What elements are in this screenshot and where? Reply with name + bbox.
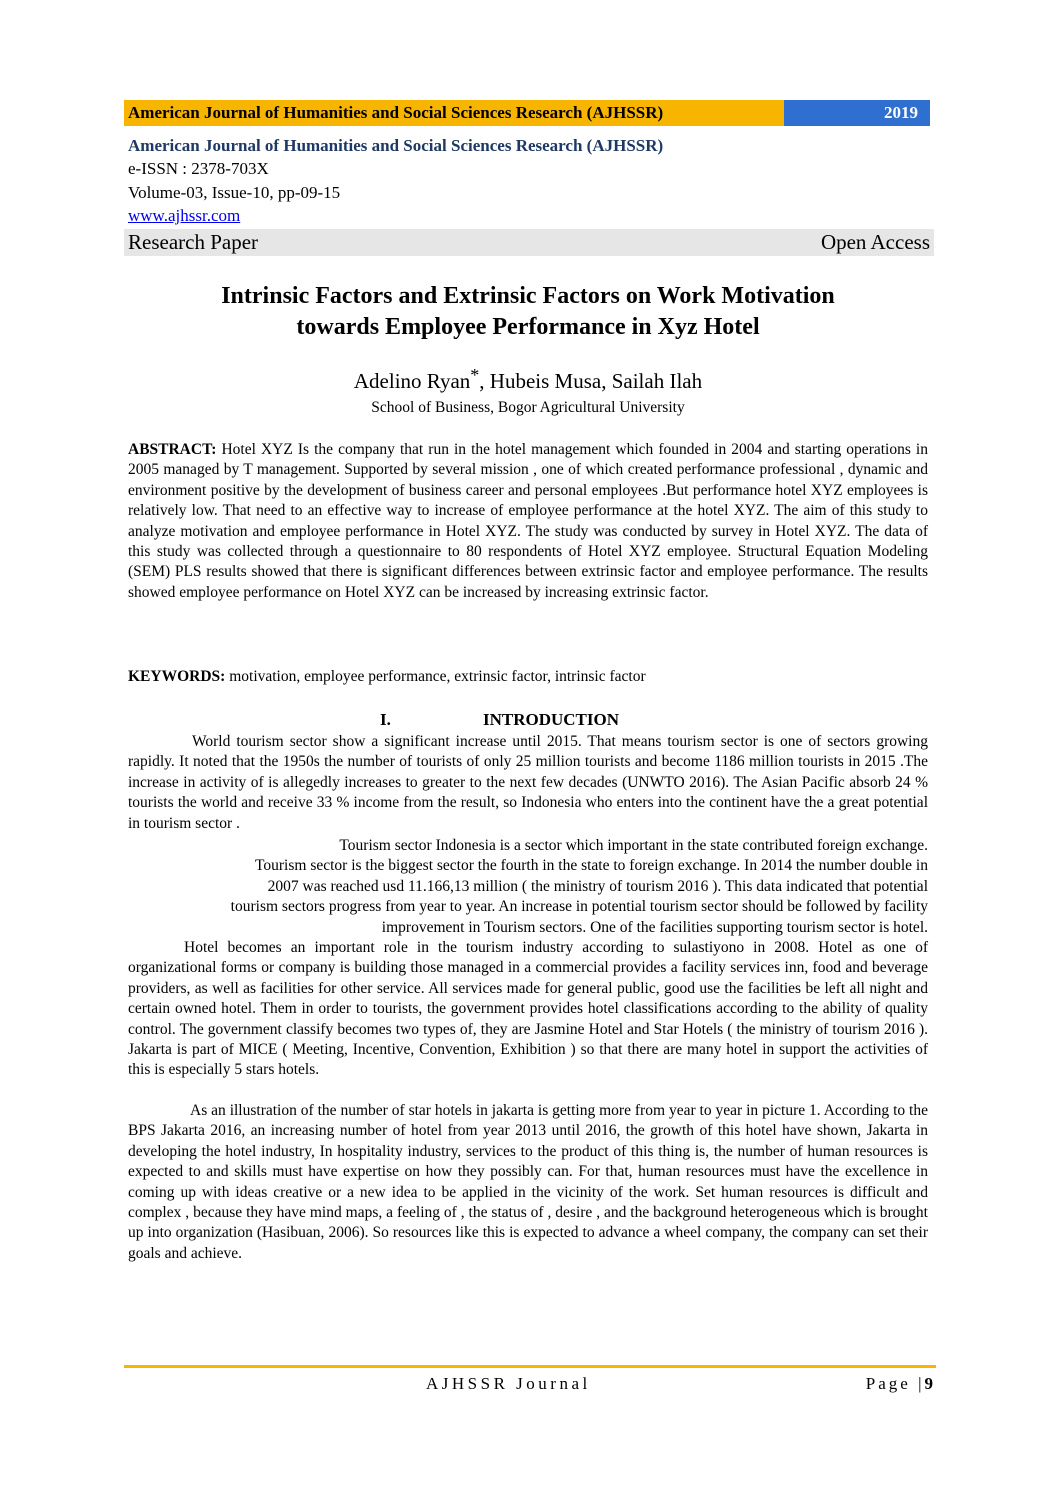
intro-paragraph-2-line: 2007 was reached usd 11.166,13 million ( the ministry of tourism 2016 ). This data indicated that potential xyxy=(267,877,928,895)
running-header-journal: American Journal of Humanities and Social Sciences Research (AJHSSR) xyxy=(124,100,784,126)
access-type: Open Access xyxy=(820,230,930,254)
abstract-text: Hotel XYZ Is the company that run in the hotel management which founded in 2004 and starting operations in 2005 managed by T management. Supported by several mission , one of which created performance professional , dynamic and environment positive by the development of business career and personal employees .But performance hotel XYZ employees is relatively low. That need to an effective way to increase of employee performance at the hotel XYZ. The aim of this study to analyze motivation and employee performance in Hotel XYZ. The study was conducted by survey in Hotel XYZ. The data of this study was collected through a questionnaire to 80 respondents of Hotel XYZ employee. Structural Equation Modeling (SEM) PLS results showed that there is significant differences between extrinsic factor and employee performance. The results showed employee performance on Hotel XYZ can be increased by increasing extrinsic factor. xyxy=(128,441,928,601)
keywords-text: motivation, employee performance, extrinsic factor, intrinsic factor xyxy=(225,668,646,685)
intro-paragraph-2 xyxy=(128,836,928,938)
footer-page-number: 9 xyxy=(924,1374,933,1393)
author-first: Adelino Ryan xyxy=(353,369,471,393)
intro-paragraph-2-line: Tourism sector Indonesia is a sector which important in the state contributed foreign exchange. xyxy=(339,837,928,854)
title-line-1: Intrinsic Factors and Extrinsic Factors on Work Motivation xyxy=(221,283,835,309)
eissn: e-ISSN : 2378-703X xyxy=(128,159,269,178)
footer-journal: AJHSSR Journal xyxy=(426,1374,591,1393)
volume-issue: Volume-03, Issue-10, pp-09-15 xyxy=(128,183,341,202)
section-title: INTRODUCTION xyxy=(483,710,620,729)
intro-paragraph-2-line: improvement in Tourism sectors. One of the facilities supporting tourism sector is hotel. xyxy=(381,918,928,936)
footer-page xyxy=(866,1374,933,1394)
author-rest: , Hubeis Musa, Sailah Ilah xyxy=(479,369,703,393)
running-header-year: 2019 xyxy=(784,100,930,126)
abstract xyxy=(128,440,928,603)
paper-type: Research Paper xyxy=(128,230,259,254)
intro-paragraph-3: Hotel becomes an important role in the tourism industry according to sulastiyono in 2008. Hotel as one of organizational forms or company is building those managed in a commercial provides a facility services inn, food and beverage providers, as well as facilities for other service. All services made for general public, good use the facilities be left all night and certain owned hotel. Them in order to tourists, the government provides hotel classifications according to the ability of quality control. The government classify becomes two types of, they are Jasmine Hotel and Star Hotels ( the ministry of tourism 2016 ). Jakarta is part of MICE ( Meeting, Incentive, Convention, Exhibition ) so that there are many hotel in support the activities of this is especially 5 stars hotels. xyxy=(128,939,928,1079)
affiliation: School of Business, Bogor Agricultural University xyxy=(371,399,685,416)
footer-page-label: Page | xyxy=(865,1374,925,1393)
keywords xyxy=(128,667,928,687)
intro-paragraph-2-line: tourism sectors progress from year to year. An increase in potential tourism sector should be followed by facility xyxy=(230,898,928,916)
abstract-label: ABSTRACT: xyxy=(128,441,217,458)
journal-name: American Journal of Humanities and Social Sciences Research (AJHSSR) xyxy=(128,136,664,155)
keywords-label: KEYWORDS: xyxy=(128,668,226,685)
intro-paragraph-4: As an illustration of the number of star hotels in jakarta is getting more from year to year in picture 1. According to the BPS Jakarta 2016, an increasing number of hotel from year 2013 until 2016, the growth of this hotel have shown, Jakarta in developing the hotel industry, In hospitality industry, services to the product of this thing is, the number of human resources is expected to and skills must have expertise on how they possibly can. For that, human resources must have the excellence in coming up with ideas creative or a new idea to be applied in the vicinity of the work. Set human resources is difficult and complex , because they have mind maps, a feeling of , the status of , desire , and the background heterogeneous which is brought up into organization (Hasibuan, 2006). So resources like this is expected to advance a wheel company, the company can set their goals and achieve. xyxy=(128,1102,928,1262)
footer-divider xyxy=(124,1365,936,1368)
running-header xyxy=(124,100,930,126)
corresponding-mark: * xyxy=(470,365,480,385)
title-line-2: towards Employee Performance in Xyz Hotel xyxy=(296,314,760,340)
intro-paragraph-2-line: Tourism sector is the biggest sector the fourth in the state to foreign exchange. In 2014 the number double in xyxy=(255,857,928,875)
intro-paragraph-1: World tourism sector show a significant increase until 2015. That means tourism sector is one of sectors growing rapidly. It noted that the 1950s the number of tourists of only 25 million tourists and become 1186 million tourists in 2015 .The increase in activity of is allegedly increases to greater to the next few decades (UNWTO 2016). The Asian Pacific absorb 24 % tourists the world and receive 33 % income from the result, so Indonesia who enters into the continent have the a great potential in tourism sector . xyxy=(128,733,928,832)
paper-title xyxy=(128,281,928,343)
website-link[interactable]: www.ajhssr.com xyxy=(128,206,241,225)
section-number: I. xyxy=(380,710,391,729)
authors xyxy=(128,365,928,394)
paper-type-band xyxy=(124,229,934,256)
